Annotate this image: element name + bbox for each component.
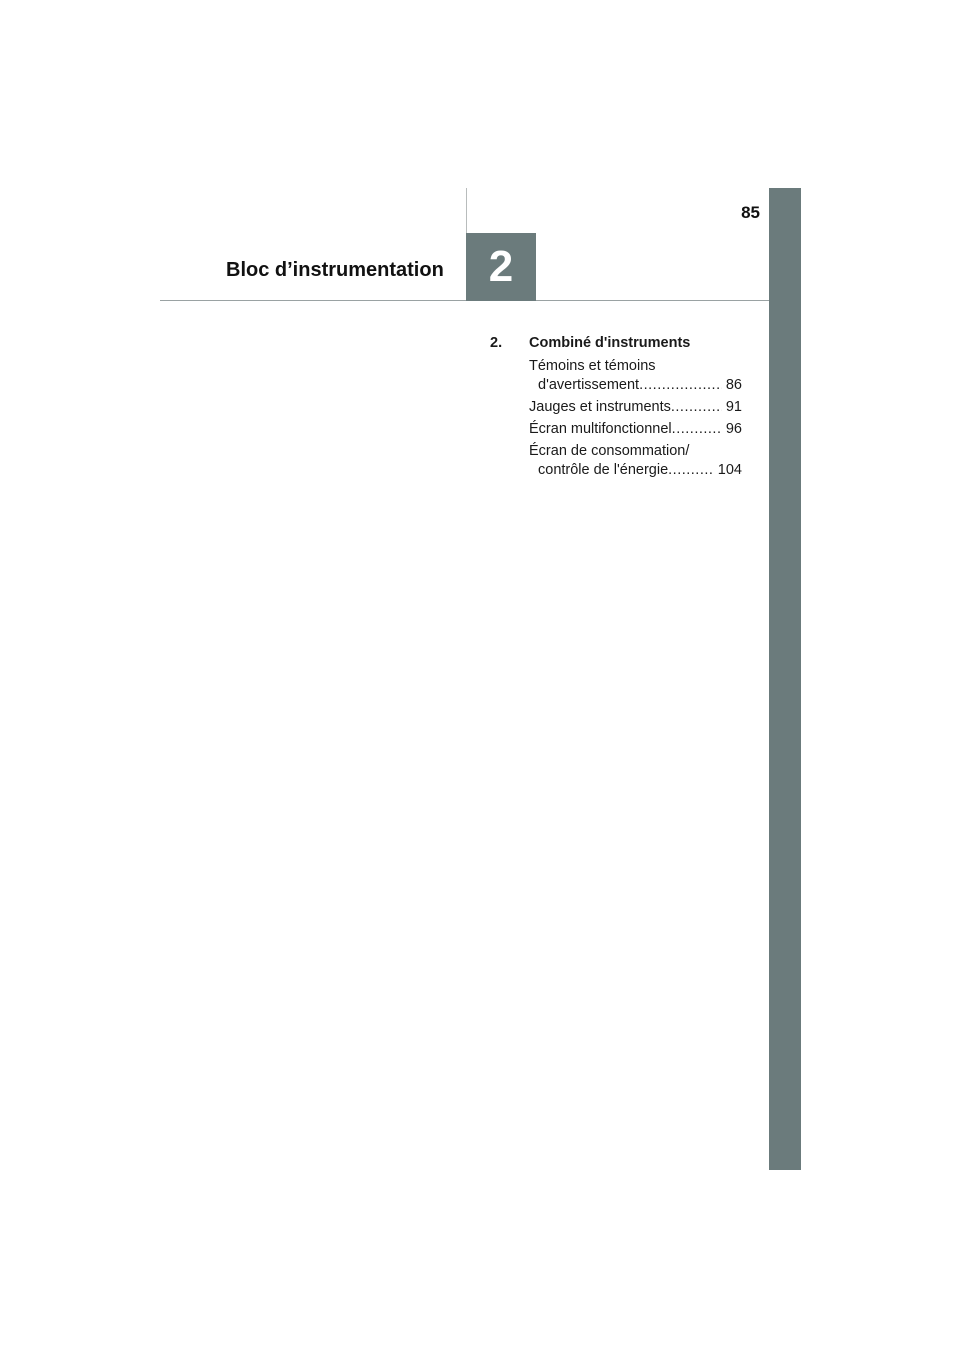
toc-entry-label: contrôle de l'énergie (538, 462, 669, 478)
toc-entry-ecran-consommation[interactable] (490, 442, 742, 480)
toc-entry-temoins[interactable] (490, 357, 742, 395)
toc-leader-dots (671, 398, 722, 417)
toc-section-heading (490, 334, 742, 353)
toc-section-title: Combiné d'instruments (529, 335, 691, 351)
toc-entry-page: 104 (717, 462, 742, 478)
toc-entry-page: 91 (725, 399, 742, 415)
chapter-title: Bloc d’instrumentation (226, 259, 444, 281)
page-number: 85 (741, 203, 760, 222)
toc-leader-dots (639, 376, 722, 395)
toc-leader-dots (668, 461, 714, 480)
toc-entry-label: Écran multifonctionnel (529, 421, 672, 437)
toc-section-number: 2. (490, 335, 503, 351)
toc-entry-label: Jauges et instruments (529, 399, 671, 415)
header-vertical-divider (466, 188, 467, 233)
toc-entry-jauges[interactable] (490, 398, 742, 417)
toc-entry-label: Écran de consommation/ (529, 443, 690, 459)
toc-leader-dots (672, 420, 722, 439)
chapter-side-tab (769, 188, 801, 1170)
toc-entry-label: Témoins et témoins (529, 358, 656, 374)
header-rule (160, 300, 769, 301)
toc-entry-page: 96 (725, 421, 742, 437)
toc-entry-ecran-multifonctionnel[interactable] (490, 420, 742, 439)
toc-entry-page: 86 (725, 377, 742, 393)
chapter-number-box: 2 (466, 233, 536, 301)
toc-entry-label: d'avertissement (538, 377, 640, 393)
table-of-contents (490, 334, 742, 483)
